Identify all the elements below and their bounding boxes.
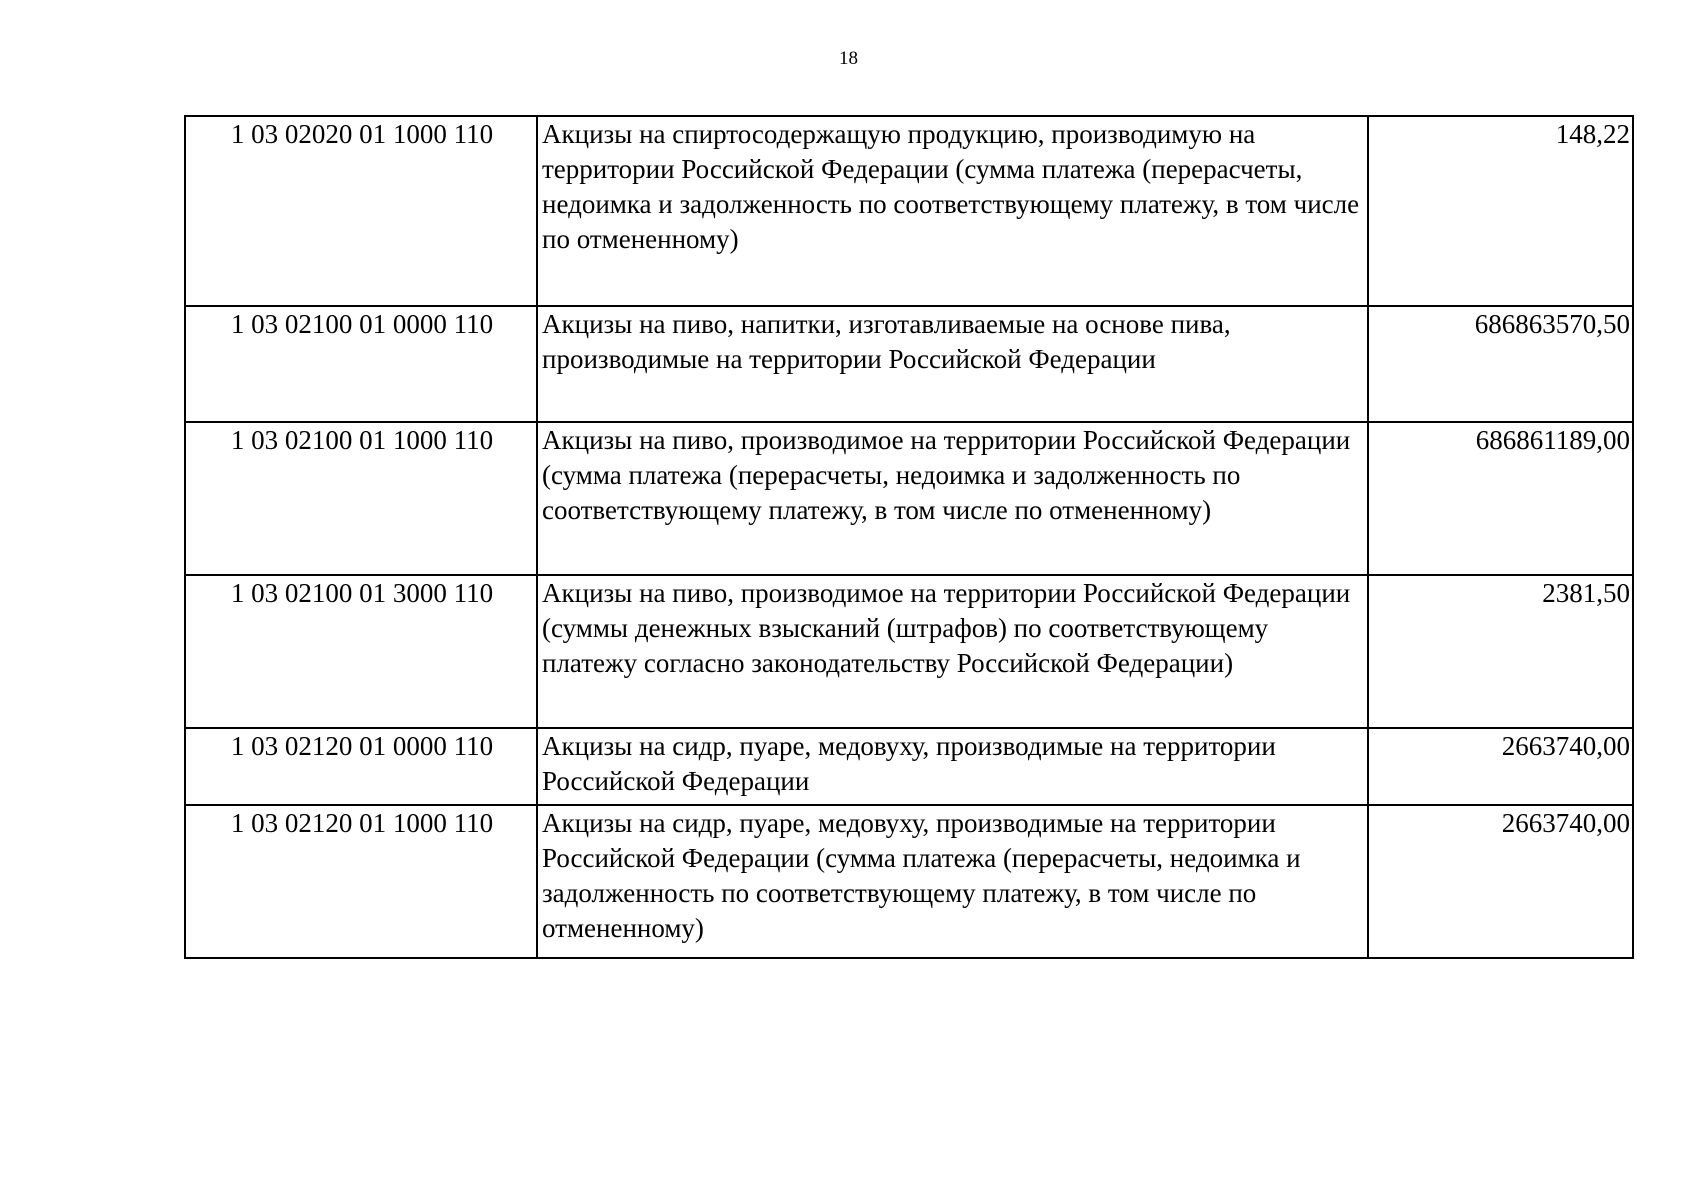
table-row bbox=[185, 805, 1633, 958]
revenue-name-cell: Акцизы на сидр, пуаре, медовуху, производимые на территории Российской Федерации bbox=[537, 728, 1368, 805]
amount-cell: 2663740,00 bbox=[1368, 805, 1633, 958]
revenue-name-cell: Акцизы на спиртосодержащую продукцию, производимую на территории Российской Федерации (сумма платежа (перерасчеты, недоимка и задолженность по соответствующему платежу, в том числе по отмененному) bbox=[537, 116, 1368, 306]
budget-code-cell: 1 03 02100 01 0000 110 bbox=[185, 306, 537, 422]
table-row bbox=[185, 422, 1633, 575]
revenue-name-cell: Акцизы на пиво, напитки, изготавливаемые на основе пива, производимые на территории Российской Федерации bbox=[537, 306, 1368, 422]
budget-code-cell: 1 03 02020 01 1000 110 bbox=[185, 116, 537, 306]
budget-code-cell: 1 03 02100 01 3000 110 bbox=[185, 575, 537, 728]
budget-code-cell: 1 03 02100 01 1000 110 bbox=[185, 422, 537, 575]
page-number: 18 bbox=[839, 48, 858, 69]
revenue-name-cell: Акцизы на пиво, производимое на территории Российской Федерации (суммы денежных взысканий (штрафов) по соответствующему платежу согласно законодательству Российской Федерации) bbox=[537, 575, 1368, 728]
table-row bbox=[185, 306, 1633, 422]
budget-code-cell: 1 03 02120 01 0000 110 bbox=[185, 728, 537, 805]
revenue-name-cell: Акцизы на сидр, пуаре, медовуху, производимые на территории Российской Федерации (сумма платежа (перерасчеты, недоимка и задолженность по соответствующему платежу, в том числе по отмененному) bbox=[537, 805, 1368, 958]
table-row bbox=[185, 575, 1633, 728]
amount-cell: 686863570,50 bbox=[1368, 306, 1633, 422]
table-row bbox=[185, 728, 1633, 805]
amount-cell: 148,22 bbox=[1368, 116, 1633, 306]
amount-cell: 2663740,00 bbox=[1368, 728, 1633, 805]
budget-revenue-table bbox=[184, 115, 1634, 959]
amount-cell: 2381,50 bbox=[1368, 575, 1633, 728]
amount-cell: 686861189,00 bbox=[1368, 422, 1633, 575]
budget-code-cell: 1 03 02120 01 1000 110 bbox=[185, 805, 537, 958]
table-row bbox=[185, 116, 1633, 306]
revenue-name-cell: Акцизы на пиво, производимое на территории Российской Федерации (сумма платежа (перерасчеты, недоимка и задолженность по соответствующему платежу, в том числе по отмененному) bbox=[537, 422, 1368, 575]
